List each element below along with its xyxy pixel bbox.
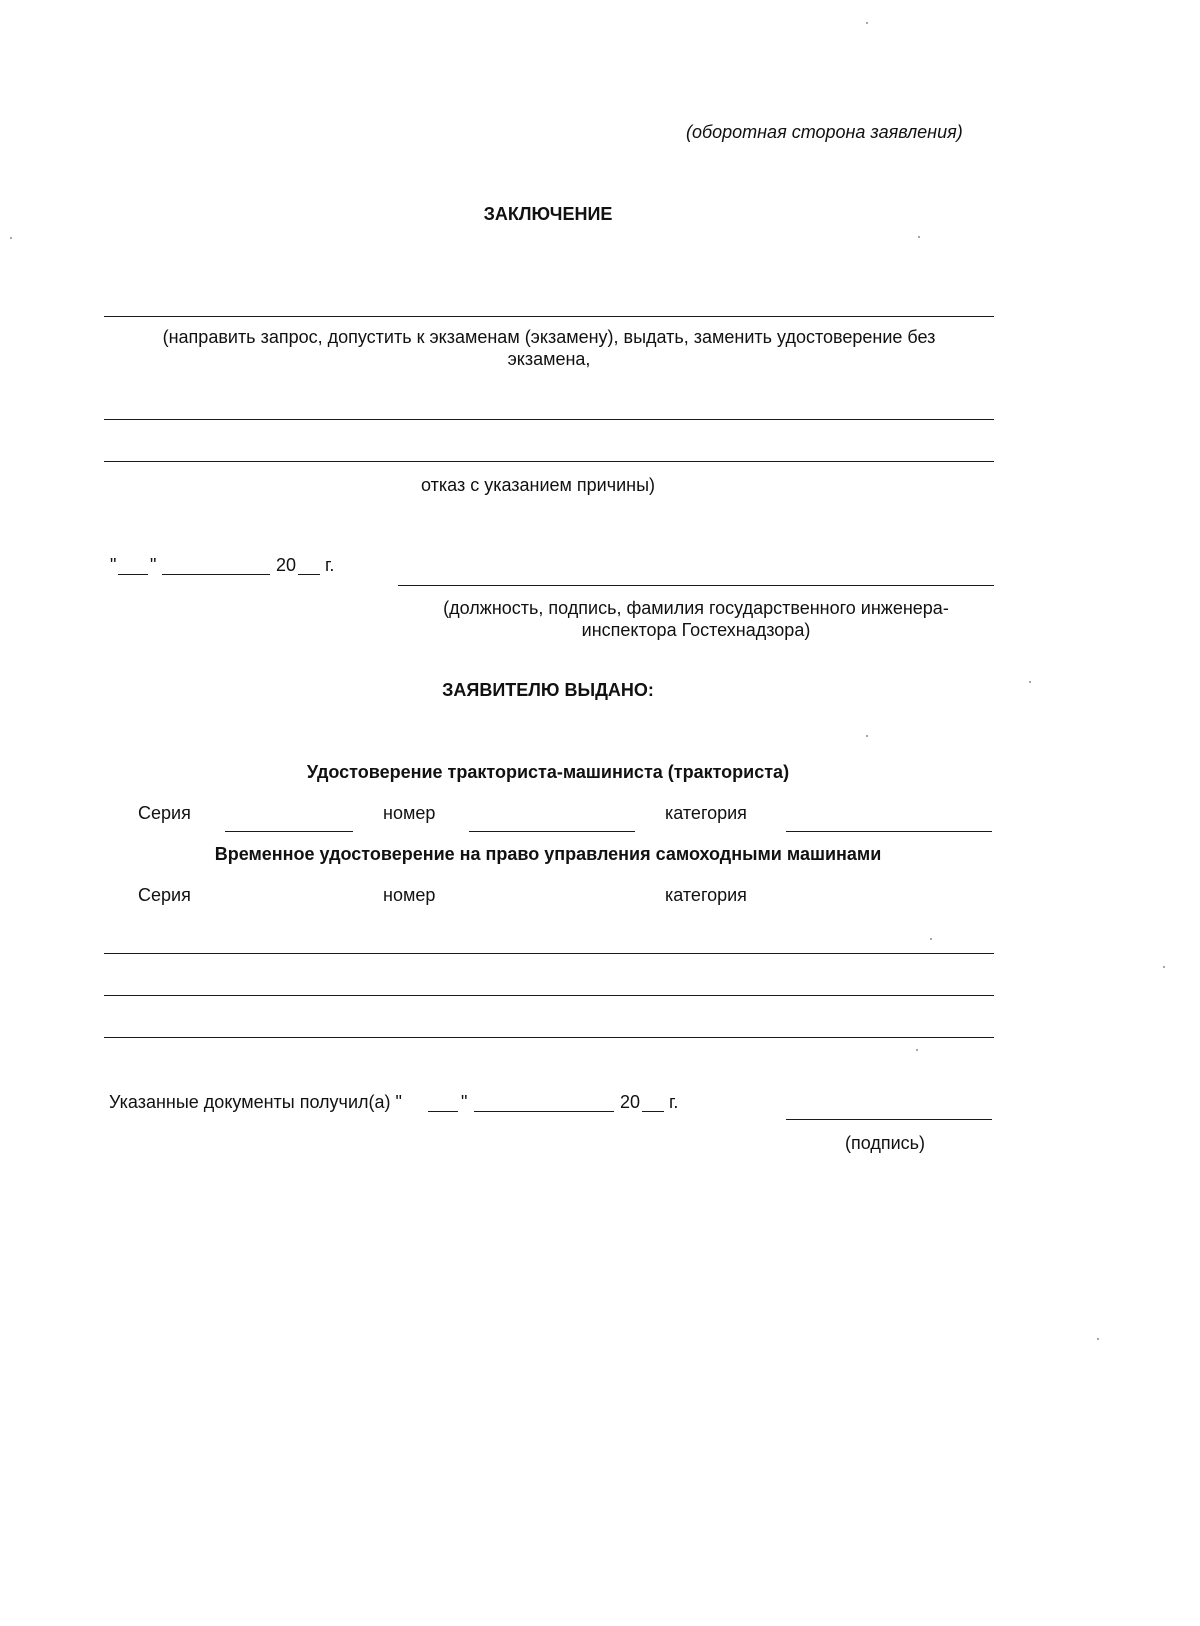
- conclusion-line-3[interactable]: [104, 461, 994, 462]
- license-series-label: Серия: [138, 803, 191, 823]
- conclusion-hint-line2: экзамена,: [507, 349, 591, 369]
- scan-speck: [1163, 966, 1165, 968]
- issued-title: ЗАЯВИТЕЛЮ ВЫДАНО:: [442, 680, 654, 700]
- receipt-date-day-field[interactable]: [428, 1111, 458, 1112]
- scan-speck: [1029, 681, 1031, 683]
- scan-speck: [1097, 1338, 1099, 1340]
- conclusion-title: ЗАКЛЮЧЕНИЕ: [483, 204, 613, 224]
- inspector-date-open-quote: ": [110, 555, 117, 575]
- scan-speck: [10, 237, 12, 239]
- inspector-date-month-field[interactable]: [162, 574, 270, 575]
- license-category-label: категория: [665, 803, 747, 823]
- temp-license-category-label: категория: [665, 885, 747, 905]
- temp-license-number-label: номер: [383, 885, 436, 905]
- inspector-date-year-field[interactable]: [298, 574, 320, 575]
- receipt-year-suffix: г.: [669, 1092, 679, 1112]
- conclusion-line-2[interactable]: [104, 419, 994, 420]
- scan-speck: [930, 938, 932, 940]
- receipt-signature-line[interactable]: [786, 1119, 992, 1120]
- scan-speck: [918, 236, 920, 238]
- temp-license-series-label: Серия: [138, 885, 191, 905]
- inspector-date-day-field[interactable]: [118, 574, 148, 575]
- inspector-date-close-quote: ": [150, 555, 157, 575]
- inspector-caption-line1: (должность, подпись, фамилия государственного инженера-: [443, 598, 949, 618]
- conclusion-hint-line1: (направить запрос, допустить к экзаменам (экзамену), выдать, заменить удостоверение без: [162, 327, 936, 347]
- conclusion-refusal-hint: отказ с указанием причины): [421, 475, 656, 495]
- receipt-signature-caption: (подпись): [845, 1133, 926, 1153]
- scan-speck: [866, 22, 868, 24]
- license-number-field[interactable]: [469, 831, 635, 832]
- receipt-year-prefix: 20: [620, 1092, 641, 1112]
- conclusion-line-1[interactable]: [104, 316, 994, 317]
- license-title: Удостоверение тракториста-машиниста (тракториста): [306, 762, 790, 782]
- scan-speck: [916, 1049, 918, 1051]
- inspector-signature-line[interactable]: [398, 585, 994, 586]
- issued-blank-line-1[interactable]: [104, 953, 994, 954]
- license-number-label: номер: [383, 803, 436, 823]
- receipt-date-month-field[interactable]: [474, 1111, 614, 1112]
- issued-blank-line-2[interactable]: [104, 995, 994, 996]
- inspector-date-year-prefix: 20: [276, 555, 297, 575]
- receipt-label: Указанные документы получил(а) ": [109, 1092, 402, 1112]
- receipt-close-quote: ": [461, 1092, 468, 1112]
- issued-blank-line-3[interactable]: [104, 1037, 994, 1038]
- license-series-field[interactable]: [225, 831, 353, 832]
- temp-license-title: Временное удостоверение на право управления самоходными машинами: [214, 844, 882, 864]
- reverse-side-note: (оборотная сторона заявления): [686, 122, 963, 142]
- license-category-field[interactable]: [786, 831, 992, 832]
- inspector-caption-line2: инспектора Гостехнадзора): [581, 620, 811, 640]
- receipt-date-year-field[interactable]: [642, 1111, 664, 1112]
- scan-speck: [866, 735, 868, 737]
- inspector-date-year-suffix: г.: [325, 555, 335, 575]
